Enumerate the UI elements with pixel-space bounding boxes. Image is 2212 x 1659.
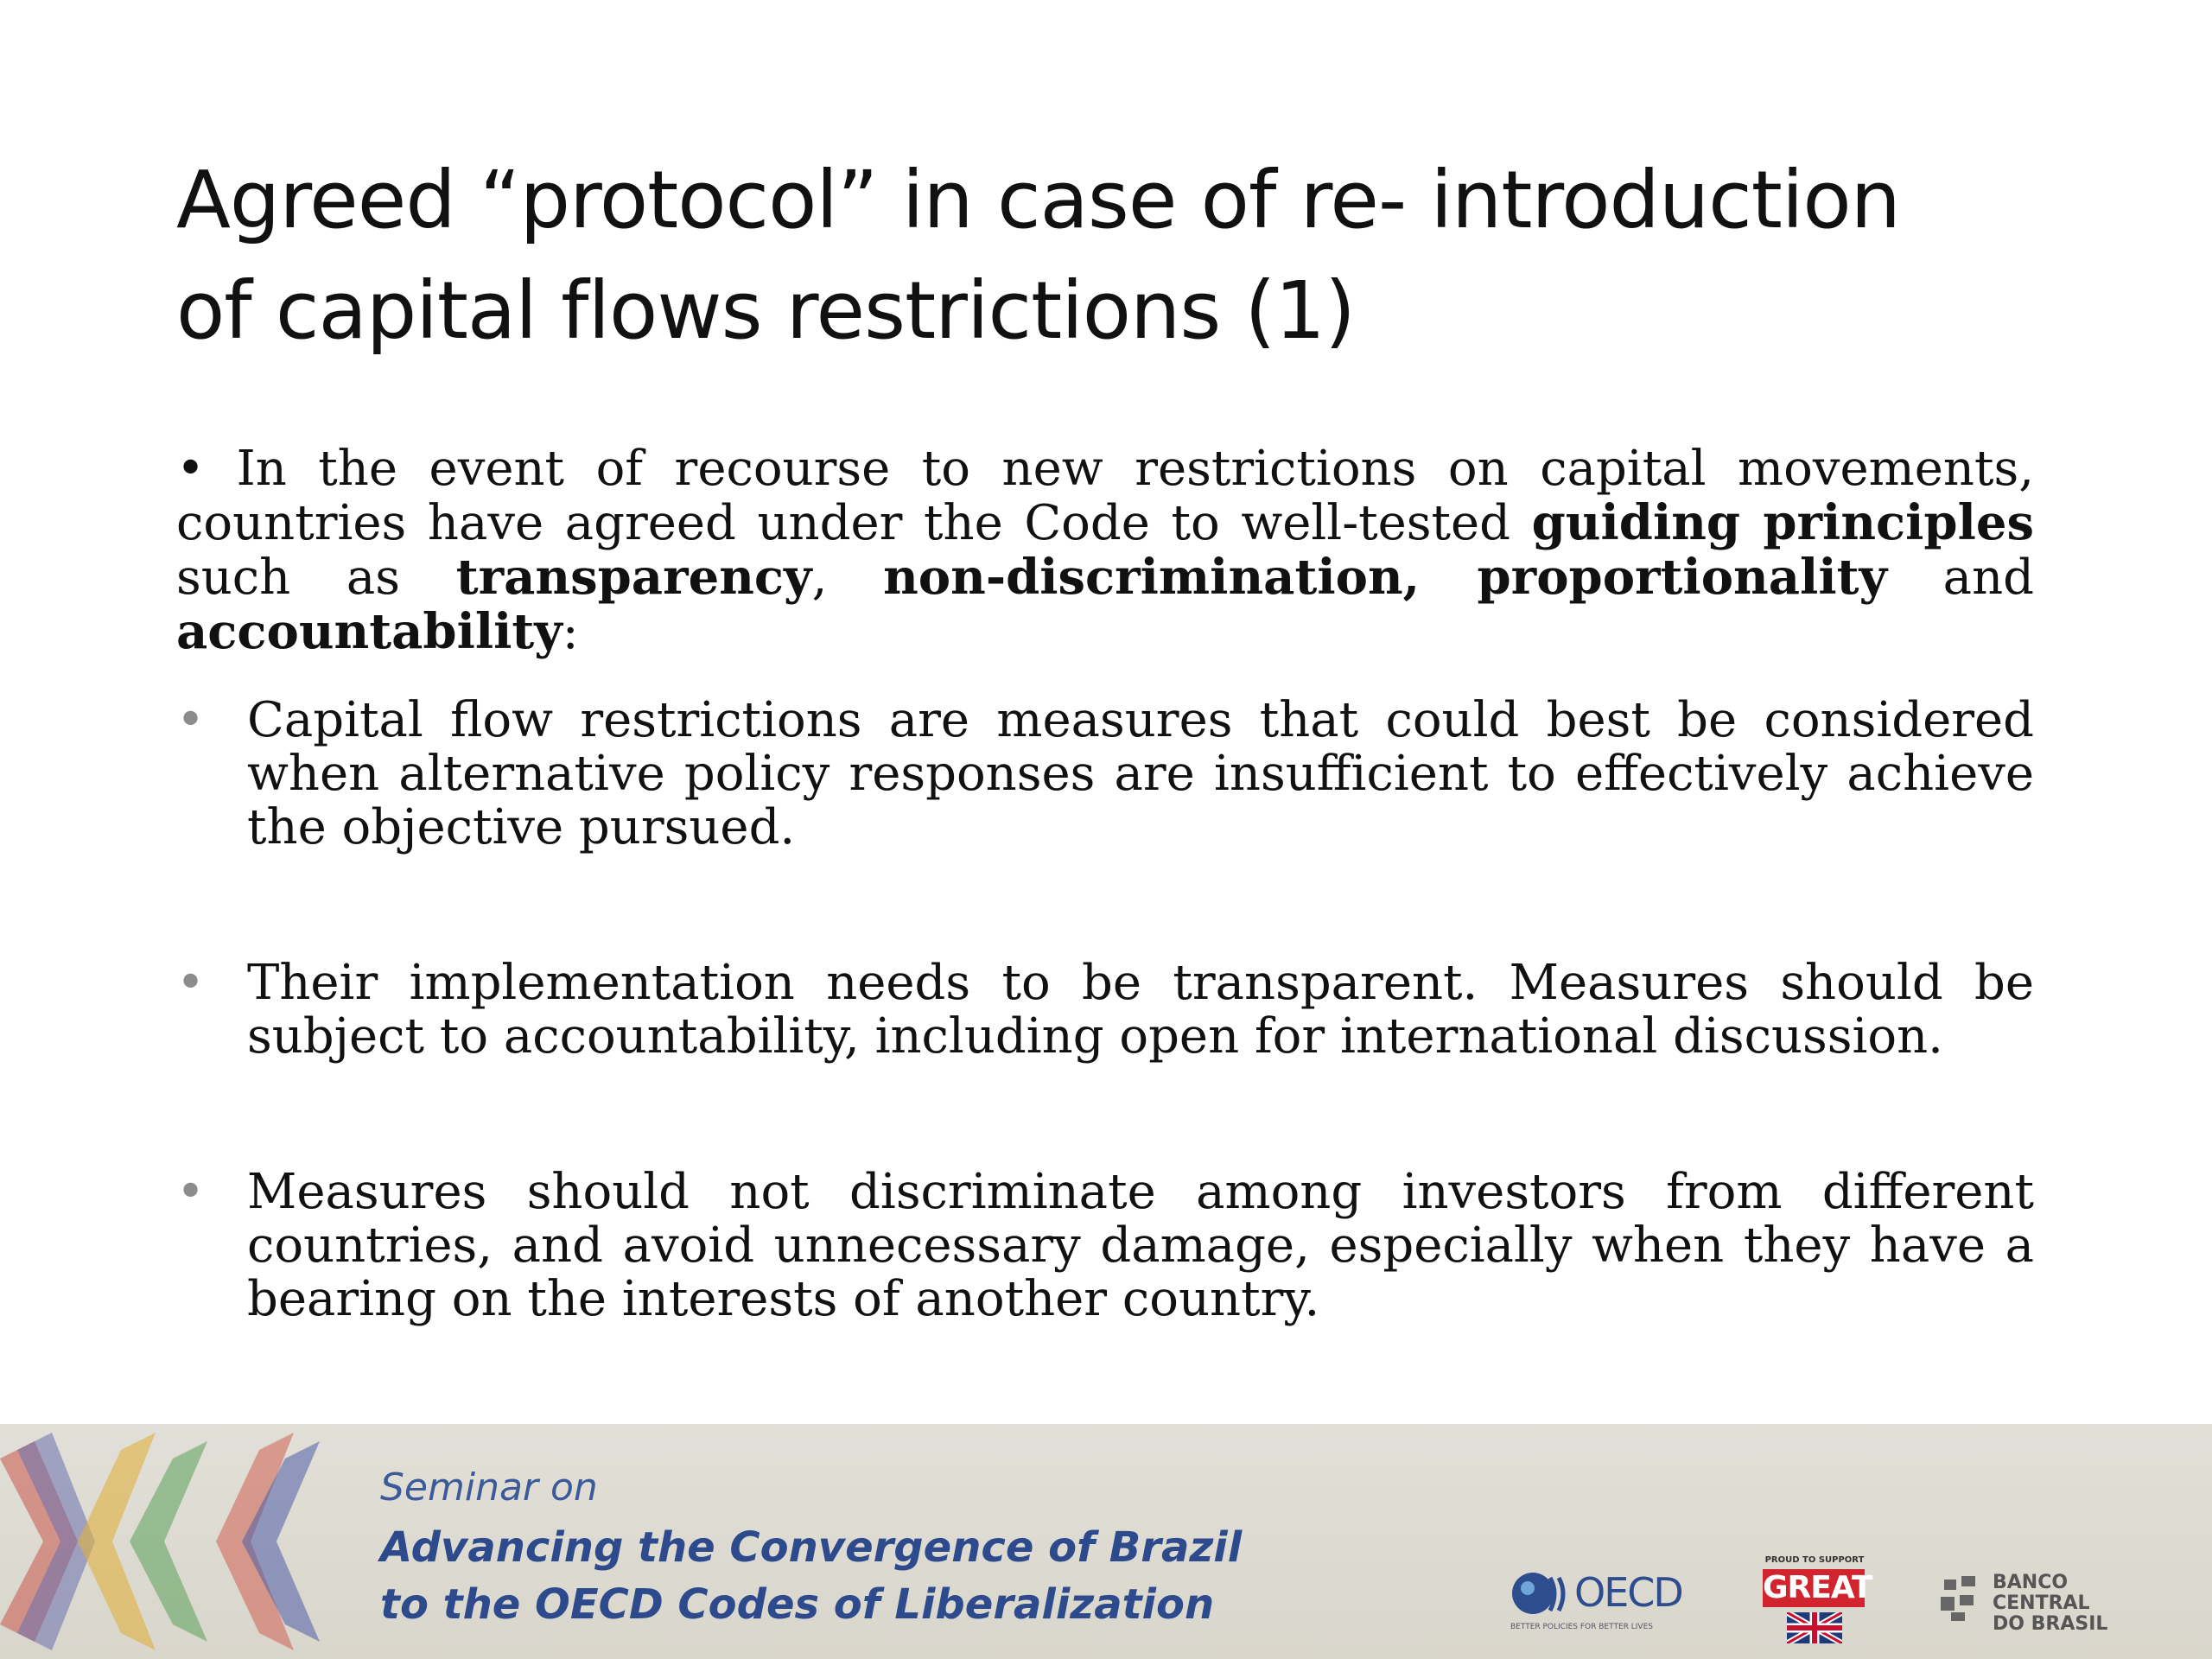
seminar-label: Seminar on xyxy=(380,1465,598,1510)
seminar-title xyxy=(380,1519,1242,1633)
bullet-dot: • xyxy=(176,692,206,748)
intro-text-2: such as xyxy=(176,550,456,606)
intro-text-1: In the event of recourse to new restrictions on capital movements, countries have agreed under the Code to well-tested xyxy=(176,441,2034,551)
bcb-line-2: DO BRASIL xyxy=(1993,1613,2108,1635)
oecd-wordmark: OECD xyxy=(1574,1569,1682,1616)
seminar-title-line-1: Advancing the Convergence of Brazil xyxy=(380,1523,1243,1572)
bullet-dot: • xyxy=(176,955,206,1011)
intro-bold-guiding-principles: guiding principles xyxy=(1531,494,2035,551)
title-line-2: of capital flows restrictions (1) xyxy=(176,264,1355,357)
union-flag-icon xyxy=(1787,1612,1842,1643)
banco-central-wordmark xyxy=(1993,1573,2169,1635)
title-line-1: Agreed “protocol” in case of re- introduction xyxy=(176,154,1900,246)
great-wordmark: GREAT xyxy=(1763,1570,1872,1605)
bullet-list xyxy=(176,694,2034,1326)
list-item xyxy=(176,1166,2034,1326)
list-item xyxy=(176,694,2034,855)
intro-text-3: , xyxy=(811,550,884,606)
bullet-text: Measures should not discriminate among investors from different countries, and avoid unnecessary damage, especially when they have a bearing on the interests of another country. xyxy=(247,1164,2034,1327)
banco-central-emblem-icon xyxy=(1936,1571,1987,1623)
intro-bold-accountability: accountability xyxy=(176,603,563,660)
oecd-globe-icon xyxy=(1510,1567,1571,1623)
bullet-text: Capital flow restrictions are measures that could best be considered when alternative policy responses are insufficient to effectively achieve the objective pursued. xyxy=(247,692,2034,855)
great-campaign-logo xyxy=(1763,1555,1872,1652)
bullet-dot: • xyxy=(176,1164,206,1220)
list-item xyxy=(176,957,2034,1064)
ribbon-decoration-icon xyxy=(0,1424,346,1659)
intro-text-4: and xyxy=(1887,550,2034,606)
slide-body xyxy=(176,442,2034,1326)
great-tagline: PROUD TO SUPPORT xyxy=(1764,1555,1865,1565)
seminar-title-line-2: to the OECD Codes of Liberalization xyxy=(380,1580,1215,1629)
intro-bold-non-discrimination: non-discrimination, proportionality xyxy=(883,549,1887,606)
oecd-tagline: BETTER POLICIES FOR BETTER LIVES xyxy=(1510,1623,1653,1631)
intro-bullet: • xyxy=(176,441,206,497)
slide-title xyxy=(176,145,2077,366)
banco-central-logo xyxy=(1936,1567,2169,1637)
intro-text-5: : xyxy=(562,604,579,660)
seminar-footer-banner xyxy=(0,1424,2212,1659)
intro-bold-transparency: transparency xyxy=(455,549,812,606)
oecd-logo xyxy=(1510,1562,1692,1649)
intro-paragraph xyxy=(176,442,2034,659)
bullet-text: Their implementation needs to be transparent. Measures should be subject to accountability, including open for international discussion. xyxy=(247,955,2034,1065)
bcb-line-1: BANCO CENTRAL xyxy=(1993,1572,2090,1614)
